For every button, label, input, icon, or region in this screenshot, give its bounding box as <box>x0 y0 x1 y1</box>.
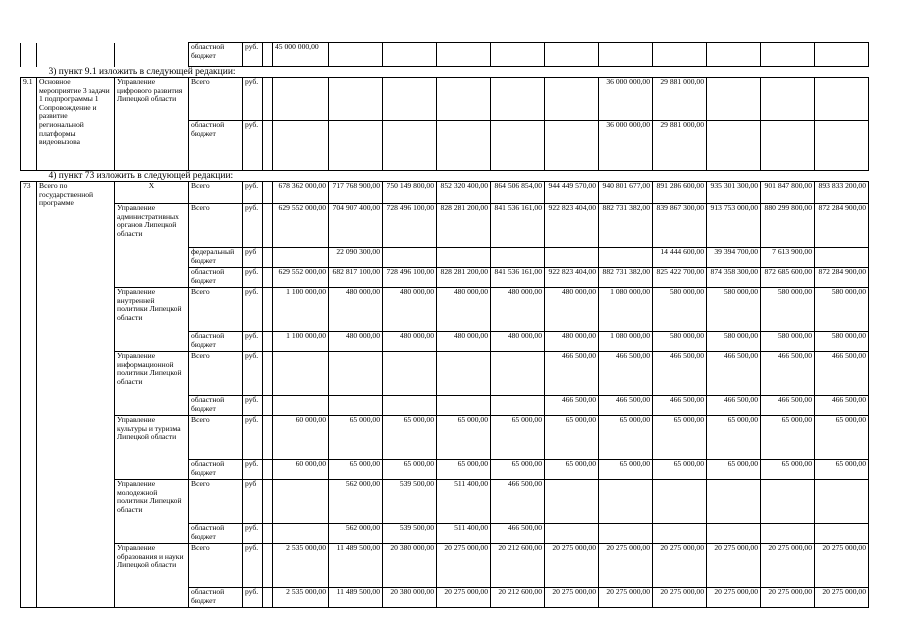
cell-value <box>491 396 545 416</box>
cell-value: 466 500,00 <box>707 396 761 416</box>
cell-funding-source: областной бюджет <box>189 460 243 480</box>
cell-value: 65 000,00 <box>815 460 869 480</box>
cell-value <box>545 524 599 544</box>
cell-unit: руб. <box>243 78 263 121</box>
cell-value: 2 535 000,00 <box>273 588 329 608</box>
cell-value: 872 284 900,00 <box>815 204 869 248</box>
cell-empty <box>263 248 273 268</box>
cell-value: 480 000,00 <box>437 332 491 352</box>
cell-value <box>545 248 599 268</box>
cell-value <box>707 524 761 544</box>
cell-funding-source: Всего <box>189 352 243 396</box>
cell-unit: руб. <box>243 524 263 544</box>
cell-value: 466 500,00 <box>815 396 869 416</box>
cell-value: 728 496 100,00 <box>383 204 437 248</box>
cell-unit: руб. <box>243 588 263 608</box>
cell-value <box>273 480 329 524</box>
cell-value: 480 000,00 <box>329 332 383 352</box>
cell-value: 839 867 300,00 <box>653 204 707 248</box>
cell-value: 580 000,00 <box>707 332 761 352</box>
cell-value: 65 000,00 <box>383 416 437 460</box>
cell-empty <box>263 460 273 480</box>
cell-value: 480 000,00 <box>383 288 437 332</box>
cell-value <box>653 480 707 524</box>
cell-funding-source: Всего <box>189 204 243 248</box>
cell-value <box>273 248 329 268</box>
cell-value <box>383 396 437 416</box>
cell-value: 466 500,00 <box>761 352 815 396</box>
cell-unit: руб. <box>243 352 263 396</box>
cell-value: 65 000,00 <box>329 460 383 480</box>
cell-empty <box>263 480 273 524</box>
cell-value: 65 000,00 <box>437 416 491 460</box>
cell-value: 466 500,00 <box>653 352 707 396</box>
budget-table-sheet <box>20 42 869 608</box>
cell-funding-source: Всего <box>189 78 243 121</box>
cell-empty <box>263 544 273 588</box>
cell-value: 511 400,00 <box>437 524 491 544</box>
cell-value <box>273 524 329 544</box>
cell-value: 480 000,00 <box>545 332 599 352</box>
cell-unit: руб. <box>243 544 263 588</box>
cell-value: 2 535 000,00 <box>273 544 329 588</box>
cell-funding-source: Всего <box>189 288 243 332</box>
cell-value <box>329 396 383 416</box>
cell-value: 65 000,00 <box>329 416 383 460</box>
cell-unit: руб. <box>243 121 263 171</box>
cell-value: 7 613 900,00 <box>761 248 815 268</box>
cell-funding-source: областной бюджет <box>189 524 243 544</box>
cell-value: 65 000,00 <box>383 460 437 480</box>
cell-empty <box>263 204 273 248</box>
cell-empty <box>21 43 37 67</box>
executor-name: Управление образования и науки Липецкой области <box>115 544 189 608</box>
executor-name: Управление молодежной политики Липецкой области <box>115 480 189 544</box>
cell-value: 893 833 200,00 <box>815 182 869 204</box>
table-row <box>21 43 869 67</box>
cell-value: 39 394 700,00 <box>707 248 761 268</box>
cell-value <box>491 248 545 268</box>
cell-value: 466 500,00 <box>599 396 653 416</box>
cell-value: 65 000,00 <box>707 460 761 480</box>
cell-value: 466 500,00 <box>491 480 545 524</box>
cell-value: 891 286 600,00 <box>653 182 707 204</box>
cell-value <box>599 524 653 544</box>
cell-value: 466 500,00 <box>545 352 599 396</box>
cell-value <box>383 352 437 396</box>
cell-value: 480 000,00 <box>437 288 491 332</box>
cell-value <box>761 524 815 544</box>
cell-value <box>815 480 869 524</box>
cell-value: 852 320 400,00 <box>437 182 491 204</box>
section-heading: 3) пункт 9.1 изложить в следующей редакции: <box>48 67 236 77</box>
cell-value: 480 000,00 <box>545 288 599 332</box>
cell-value: 580 000,00 <box>653 332 707 352</box>
cell-value: 60 000,00 <box>273 460 329 480</box>
cell-value: 1 080 000,00 <box>599 332 653 352</box>
cell-value: 65 000,00 <box>653 416 707 460</box>
table-row <box>21 288 869 332</box>
cell-value: 20 212 600,00 <box>491 588 545 608</box>
table-row <box>21 480 869 524</box>
cell-empty <box>263 352 273 396</box>
cell-funding-source: Всего <box>189 416 243 460</box>
cell-value <box>815 248 869 268</box>
cell-value <box>761 480 815 524</box>
cell-value <box>329 352 383 396</box>
cell-unit: руб. <box>243 288 263 332</box>
cell-empty <box>263 43 273 67</box>
cell-value: 45 000 000,00 <box>273 43 329 67</box>
cell-empty <box>263 524 273 544</box>
cell-value: 580 000,00 <box>707 288 761 332</box>
cell-value: 20 275 000,00 <box>437 588 491 608</box>
cell-value: 65 000,00 <box>599 460 653 480</box>
table-row <box>21 78 869 121</box>
cell-value: 20 275 000,00 <box>599 544 653 588</box>
cell-empty <box>263 416 273 460</box>
cell-value <box>437 352 491 396</box>
cell-value: 562 000,00 <box>329 524 383 544</box>
cell-value: 20 275 000,00 <box>707 544 761 588</box>
cell-value <box>599 248 653 268</box>
cell-value: 682 817 100,00 <box>329 268 383 288</box>
section-heading-row <box>21 67 869 78</box>
cell-value: 29 881 000,00 <box>653 78 707 121</box>
cell-value: 935 301 300,00 <box>707 182 761 204</box>
cell-value <box>437 248 491 268</box>
cell-empty <box>115 43 189 67</box>
cell-unit: руб. <box>243 416 263 460</box>
cell-value: 65 000,00 <box>545 460 599 480</box>
cell-value: 466 500,00 <box>653 396 707 416</box>
cell-funding-source: Всего <box>189 182 243 204</box>
cell-unit: руб. <box>243 332 263 352</box>
cell-value: 580 000,00 <box>815 288 869 332</box>
cell-value: 22 090 300,00 <box>329 248 383 268</box>
cell-value: 562 000,00 <box>329 480 383 524</box>
cell-value: 466 500,00 <box>599 352 653 396</box>
cell-value: 872 685 600,00 <box>761 268 815 288</box>
cell-unit: руб <box>243 248 263 268</box>
cell-value: 580 000,00 <box>761 332 815 352</box>
cell-value: 944 449 570,00 <box>545 182 599 204</box>
cell-value: 750 149 800,00 <box>383 182 437 204</box>
cell-value: 704 907 400,00 <box>329 204 383 248</box>
cell-value: 65 000,00 <box>599 416 653 460</box>
cell-value <box>653 524 707 544</box>
item-executor: Управление цифрового развития Липецкой области <box>115 78 189 171</box>
cell-value <box>545 480 599 524</box>
cell-value: 29 881 000,00 <box>653 121 707 171</box>
cell-value: 913 753 000,00 <box>707 204 761 248</box>
cell-empty <box>263 268 273 288</box>
cell-funding-source: федеральный бюджет <box>189 248 243 268</box>
cell-empty <box>263 332 273 352</box>
section-heading-row <box>21 171 869 182</box>
cell-value <box>707 480 761 524</box>
cell-funding-source: областной бюджет <box>189 121 243 171</box>
cell-empty <box>263 588 273 608</box>
cell-unit: руб. <box>243 396 263 416</box>
cell-value: 580 000,00 <box>815 332 869 352</box>
cell-value <box>383 248 437 268</box>
cell-value: 36 000 000,00 <box>599 78 653 121</box>
cell-value: 539 500,00 <box>383 524 437 544</box>
cell-funding-source: областной бюджет <box>189 588 243 608</box>
cell-value: 480 000,00 <box>491 332 545 352</box>
cell-value: 20 275 000,00 <box>545 588 599 608</box>
cell-value: 1 080 000,00 <box>599 288 653 332</box>
cell-unit: руб. <box>243 43 263 67</box>
cell-value: 728 496 100,00 <box>383 268 437 288</box>
cell-value: 940 801 677,00 <box>599 182 653 204</box>
cell-value: 20 275 000,00 <box>545 544 599 588</box>
cell-value: 539 500,00 <box>383 480 437 524</box>
cell-value: 480 000,00 <box>329 288 383 332</box>
cell-value: 36 000 000,00 <box>599 121 653 171</box>
item-name: Всего по государственной программе <box>37 182 115 608</box>
cell-value: 20 275 000,00 <box>761 544 815 588</box>
cell-value: 874 358 300,00 <box>707 268 761 288</box>
cell-value: 841 536 161,00 <box>491 268 545 288</box>
cell-value: 629 552 000,00 <box>273 204 329 248</box>
cell-value: 20 212 600,00 <box>491 544 545 588</box>
cell-value: 678 362 000,00 <box>273 182 329 204</box>
executor-name: Управление информационной политики Липецкой области <box>115 352 189 416</box>
budget-table <box>20 42 869 608</box>
cell-value: 20 380 000,00 <box>383 588 437 608</box>
cell-value: 65 000,00 <box>653 460 707 480</box>
cell-value <box>599 480 653 524</box>
cell-value: 1 100 000,00 <box>273 288 329 332</box>
cell-value: 882 731 382,00 <box>599 204 653 248</box>
cell-value: 65 000,00 <box>491 416 545 460</box>
cell-value: 872 284 900,00 <box>815 268 869 288</box>
cell-unit: руб. <box>243 182 263 204</box>
cell-value: 65 000,00 <box>761 460 815 480</box>
cell-value: 841 536 161,00 <box>491 204 545 248</box>
item-name: Основное мероприятие 3 задачи 1 подпрограммы 1 Сопровождение и развитие региональной платформы видеовызова <box>37 78 115 171</box>
cell-value: 65 000,00 <box>761 416 815 460</box>
cell-value: 11 489 500,00 <box>329 544 383 588</box>
cell-funding-source: областной бюджет <box>189 396 243 416</box>
cell-value: 466 500,00 <box>545 396 599 416</box>
cell-value: 466 500,00 <box>815 352 869 396</box>
cell-value: 65 000,00 <box>815 416 869 460</box>
cell-empty <box>37 43 115 67</box>
cell-value: 580 000,00 <box>761 288 815 332</box>
cell-value: 629 552 000,00 <box>273 268 329 288</box>
cell-value <box>815 524 869 544</box>
cell-empty <box>263 396 273 416</box>
cell-value: 65 000,00 <box>437 460 491 480</box>
item-mark: X <box>115 182 189 204</box>
cell-value: 1 100 000,00 <box>273 332 329 352</box>
cell-funding-source: Всего <box>189 480 243 524</box>
executor-name: Управление культуры и туризма Липецкой области <box>115 416 189 480</box>
cell-value: 20 275 000,00 <box>653 588 707 608</box>
cell-funding-source: Всего <box>189 544 243 588</box>
cell-value: 717 768 900,00 <box>329 182 383 204</box>
cell-value: 20 275 000,00 <box>761 588 815 608</box>
cell-value: 466 500,00 <box>491 524 545 544</box>
cell-value: 480 000,00 <box>383 332 437 352</box>
cell-value: 901 847 800,00 <box>761 182 815 204</box>
cell-value <box>437 396 491 416</box>
cell-unit: руб. <box>243 268 263 288</box>
cell-value: 11 489 500,00 <box>329 588 383 608</box>
cell-value: 65 000,00 <box>491 460 545 480</box>
cell-value: 880 299 800,00 <box>761 204 815 248</box>
cell-value: 20 275 000,00 <box>437 544 491 588</box>
table-row <box>21 182 869 204</box>
cell-value: 864 506 854,00 <box>491 182 545 204</box>
cell-value <box>273 396 329 416</box>
item-number: 73 <box>21 182 37 608</box>
table-row <box>21 352 869 396</box>
cell-funding-source: областной бюджет <box>189 332 243 352</box>
cell-value: 882 731 382,00 <box>599 268 653 288</box>
cell-value: 14 444 600,00 <box>653 248 707 268</box>
cell-value: 922 823 404,00 <box>545 204 599 248</box>
cell-value: 828 281 200,00 <box>437 204 491 248</box>
cell-value: 580 000,00 <box>653 288 707 332</box>
table-row <box>21 544 869 588</box>
cell-value <box>273 352 329 396</box>
cell-value <box>491 352 545 396</box>
cell-funding-source: областной бюджет <box>189 268 243 288</box>
cell-value: 480 000,00 <box>491 288 545 332</box>
cell-unit: руб <box>243 480 263 524</box>
executor-name: Управление внутренней политики Липецкой области <box>115 288 189 352</box>
cell-value: 20 380 000,00 <box>383 544 437 588</box>
cell-value: 20 275 000,00 <box>815 588 869 608</box>
cell-value: 20 275 000,00 <box>707 588 761 608</box>
table-row <box>21 416 869 460</box>
cell-value: 511 400,00 <box>437 480 491 524</box>
cell-value: 60 000,00 <box>273 416 329 460</box>
cell-value: 828 281 200,00 <box>437 268 491 288</box>
cell-unit: руб. <box>243 204 263 248</box>
executor-name: Управление административных органов Липецкой области <box>115 204 189 288</box>
cell-funding-source: областной бюджет <box>189 43 243 67</box>
cell-unit: руб. <box>243 460 263 480</box>
cell-value: 20 275 000,00 <box>653 544 707 588</box>
cell-value: 20 275 000,00 <box>599 588 653 608</box>
cell-value: 466 500,00 <box>761 396 815 416</box>
cell-value: 20 275 000,00 <box>815 544 869 588</box>
table-row <box>21 204 869 248</box>
section-heading: 4) пункт 73 изложить в следующей редакции: <box>48 171 234 181</box>
cell-value: 825 422 700,00 <box>653 268 707 288</box>
cell-value: 65 000,00 <box>707 416 761 460</box>
item-number: 9.1 <box>21 78 37 171</box>
cell-value: 65 000,00 <box>545 416 599 460</box>
cell-value: 466 500,00 <box>707 352 761 396</box>
cell-empty <box>263 288 273 332</box>
cell-value: 922 823 404,00 <box>545 268 599 288</box>
